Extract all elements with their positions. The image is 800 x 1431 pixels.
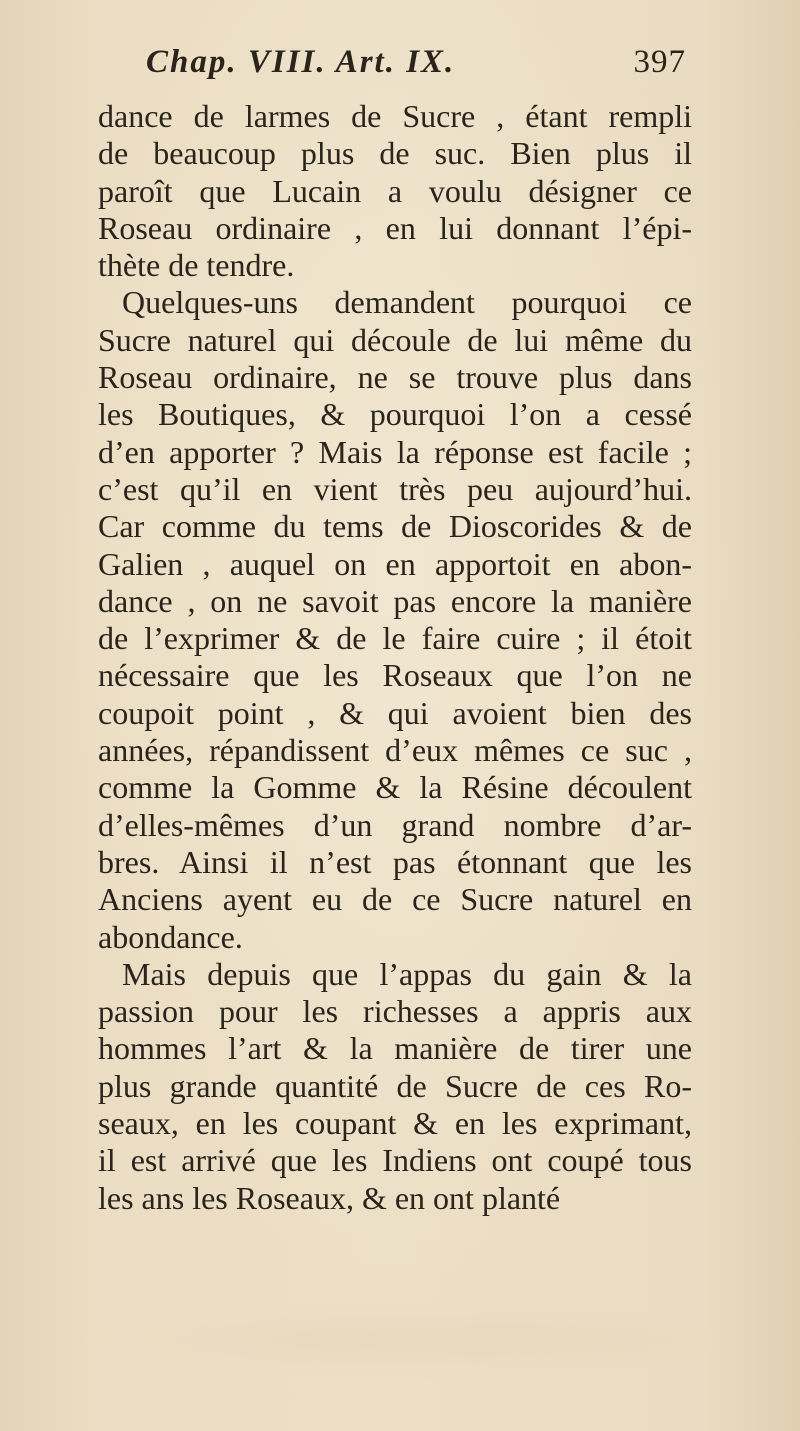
text-line: Anciens ayent eu de ce Sucre naturel en bbox=[98, 881, 692, 918]
text-line: thète de tendre. bbox=[98, 247, 295, 284]
text-line: Sucre naturel qui découle de lui même du bbox=[98, 321, 692, 358]
paper-stain bbox=[62, 1300, 742, 1380]
text-line: abondance. bbox=[98, 918, 243, 955]
text-line: passion pour les richesses a appris aux bbox=[98, 993, 692, 1030]
text-line: Mais depuis que l’appas du gain & la bbox=[122, 955, 692, 992]
text-line: Car comme du tems de Dioscorides & de bbox=[98, 508, 692, 545]
text-line: comme la Gomme & la Résine découlent bbox=[98, 769, 692, 806]
text-line: de l’exprimer & de le faire cuire ; il étoit bbox=[98, 620, 692, 657]
text-line: Roseau ordinaire , en lui donnant l’épi- bbox=[98, 209, 692, 246]
body-text bbox=[98, 98, 692, 1217]
text-line: Roseau ordinaire, ne se trouve plus dans bbox=[98, 359, 692, 396]
running-header bbox=[146, 44, 686, 88]
text-line: bres. Ainsi il n’est pas étonnant que les bbox=[98, 843, 692, 880]
text-line: il est arrivé que les Indiens ont coupé tous bbox=[98, 1142, 692, 1179]
text-line: paroît que Lucain a voulu désigner ce bbox=[98, 172, 692, 209]
text-line: coupoit point , & qui avoient bien des bbox=[98, 694, 692, 731]
page-number: 397 bbox=[633, 44, 686, 80]
text-line: c’est qu’il en vient très peu aujourd’hui. bbox=[98, 470, 692, 507]
text-line: seaux, en les coupant & en les exprimant, bbox=[98, 1105, 692, 1142]
running-title: Chap. VIII. Art. IX. bbox=[146, 44, 456, 80]
text-line: les ans les Roseaux, & en ont planté bbox=[98, 1179, 561, 1216]
text-line: d’elles-mêmes d’un grand nombre d’ar- bbox=[98, 806, 692, 843]
text-line: les Boutiques, & pourquoi l’on a cessé bbox=[98, 396, 692, 433]
text-line: hommes l’art & la manière de tirer une bbox=[98, 1030, 692, 1067]
text-line: Quelques-uns demandent pourquoi ce bbox=[122, 284, 692, 321]
text-line: plus grande quantité de Sucre de ces Ro- bbox=[98, 1067, 692, 1104]
text-line: nécessaire que les Roseaux que l’on ne bbox=[98, 657, 692, 694]
text-line: de beaucoup plus de suc. Bien plus il bbox=[98, 135, 692, 172]
text-line: dance de larmes de Sucre , étant rempli bbox=[98, 98, 692, 134]
text-line: dance , on ne savoit pas encore la manière bbox=[98, 582, 692, 619]
text-line: d’en apporter ? Mais la réponse est facile ; bbox=[98, 433, 692, 470]
text-line: Galien , auquel on en apportoit en abon- bbox=[98, 545, 692, 582]
text-line: années, répandissent d’eux mêmes ce suc , bbox=[98, 732, 692, 769]
